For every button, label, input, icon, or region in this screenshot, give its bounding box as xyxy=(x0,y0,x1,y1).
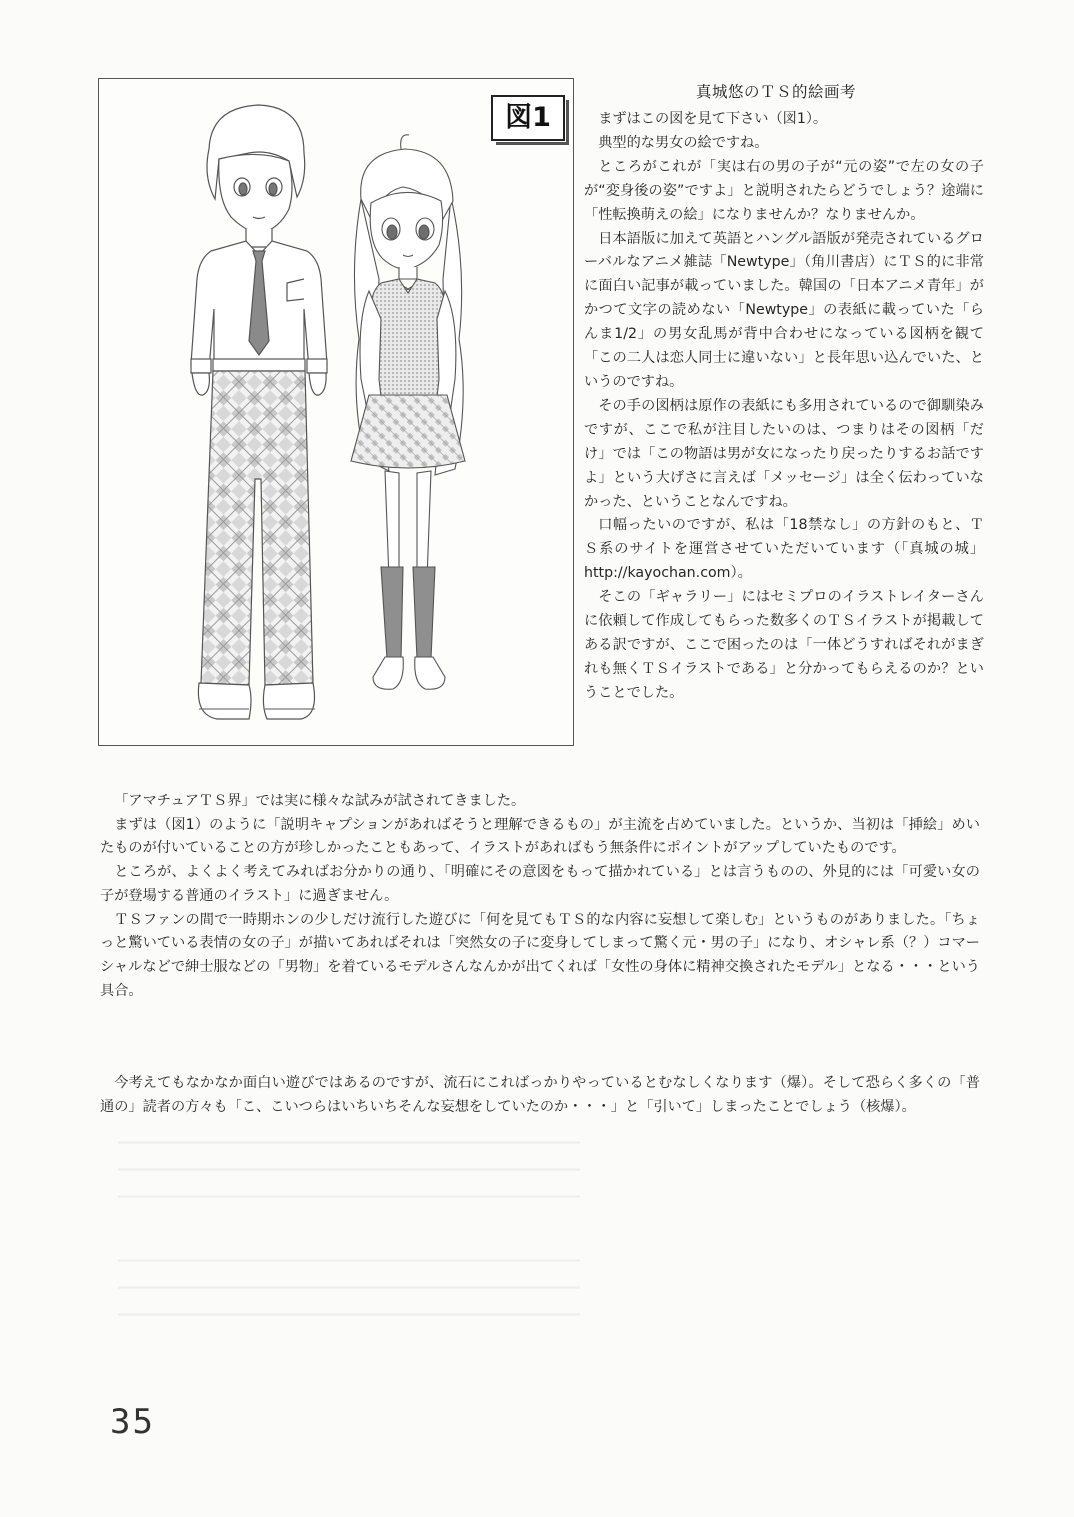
paragraph: ところが、よくよく考えてみればお分かりの通り、「明確にその意図をもって描かれている」とは言うものの、外見的には「可愛い女の子が登場する普通のイラスト」に過ぎません。 xyxy=(100,864,980,904)
figure-1 xyxy=(98,78,574,746)
paragraph: そこの「ギャラリー」にはセミプロのイラストレイターさんに依頼して作成してもらった数多くのＴＳイラストが掲載してある訳ですが、ここで困ったのは「一体どうすればそれがまぎれも無くＴＳイラストである」と分かってもらえるのか？ということでした。 xyxy=(584,589,984,701)
paragraph: まずは（図1）のように「説明キャプションがあればそうと理解できるもの」が主流を占めていました。というか、当初は「挿絵」めいたものが付いていることの方が珍しかったこともあって、イラストがあればもう無条件にポイントがアップしていたものです。 xyxy=(100,816,980,857)
boy-and-girl-illustration xyxy=(99,79,574,746)
show-through-text: ━━━━━━━━━━━━━━━━━━━━━━━━━━━━━━━━━━━━━━━━━━━━━━━━━━━━━━━━━━━ xyxy=(118,1308,580,1323)
show-through-text: ━━━━━━━━━━━━━━━━━━━━━━━━━━━━━━━━━━━━━━━━━━━━━━━━━━━━━━━━━━━ xyxy=(118,1254,580,1269)
closing-text xyxy=(100,1072,980,1119)
paragraph: 日本語版に加えて英語とハングル語版が発売されているグローバルなアニメ雑誌「Newtype」（角川書店）にＴＳ的に非常に面白い記事が載っていました。韓国の「日本アニメ青年」がかつて文字の読めない「Newtype」の表紙に載っていた「らんま1/2」の男女乱馬が背中合わせになっている図柄を観て「この二人は恋人同士に違いない」と長年思い込んでいた、というのですね。 xyxy=(584,230,984,390)
article-title: 真城悠のＴＳ的絵画考 xyxy=(696,83,857,101)
paragraph: 今考えてもなかなか面白い遊びではあるのですが、流石にこればっかりやっているとむなしくなります（爆）。そして恐らく多くの「普通の」読者の方々も「こ、こいつらはいちいちそんな妄想をしていたのか・・・」と「引いて」しまったことでしょう（核爆）。 xyxy=(100,1075,980,1115)
figure-label: 図1 xyxy=(491,95,565,141)
paragraph: ところがこれが「実は右の男の子が“元の姿”で左の女の子が“変身後の姿”ですよ」と説明されたらどうでしょう？途端に「性転換萌えの絵」になりませんか？なりませんか。 xyxy=(584,158,984,223)
paragraph: ＴＳファンの間で一時期ホンの少しだけ流行した遊びに「何を見てもＴＳ的な内容に妄想して楽しむ」というものがありました。「ちょっと驚いている表情の女の子」が描いてあればそれは「突然女の子に変身してしまって驚く元・男の子」になり、オシャレ系（？）コマーシャルなどで紳士服などの「男物」を着ているモデルさんなんかが出てくれば「女性の身体に精神交換されたモデル」となる・・・という具合。 xyxy=(100,911,980,999)
show-through-text: ━━━━━━━━━━━━━━━━━━━━━━━━━━━━━━━━━━━━━━━━━━━━━━━━━━━━━━━━━━━ xyxy=(118,1190,580,1205)
paragraph: 典型的な男女の絵ですね。 xyxy=(598,134,769,151)
show-through-text: ━━━━━━━━━━━━━━━━━━━━━━━━━━━━━━━━━━━━━━━━━━━━━━━━━━━━━━━━━━━ xyxy=(118,1281,580,1296)
paragraph: その手の図柄は原作の表紙にも多用されているので御馴染みですが、ここで私が注目したいのは、つまりはその図柄「だけ」では「この物語は男が女になったり戻ったりするお話ですよ」という大げさに言えば「メッセージ」は全く伝わっていなかった、ということなんですね。 xyxy=(584,397,984,510)
show-through-text: ━━━━━━━━━━━━━━━━━━━━━━━━━━━━━━━━━━━━━━━━━━━━━━━━━━━━━━━━━━━ xyxy=(118,1136,580,1151)
page-number: 35 xyxy=(110,1402,155,1442)
paragraph: まずはこの図を見て下さい（図1）。 xyxy=(598,111,828,127)
right-column xyxy=(584,108,984,706)
girl-figure xyxy=(351,135,465,689)
body-text xyxy=(100,790,980,1003)
boy-figure xyxy=(191,105,327,719)
show-through-text: ━━━━━━━━━━━━━━━━━━━━━━━━━━━━━━━━━━━━━━━━━━━━━━━━━━━━━━━━━━━ xyxy=(118,1163,580,1178)
paragraph: 口幅ったいのですが、私は「18禁なし」の方針のもと、ＴＳ系のサイトを運営させていただいています（「真城の城」http://kayochan.com）。 xyxy=(584,517,984,582)
paragraph: 「アマチュアＴＳ界」では実に様々な試みが試されてきました。 xyxy=(114,793,526,809)
